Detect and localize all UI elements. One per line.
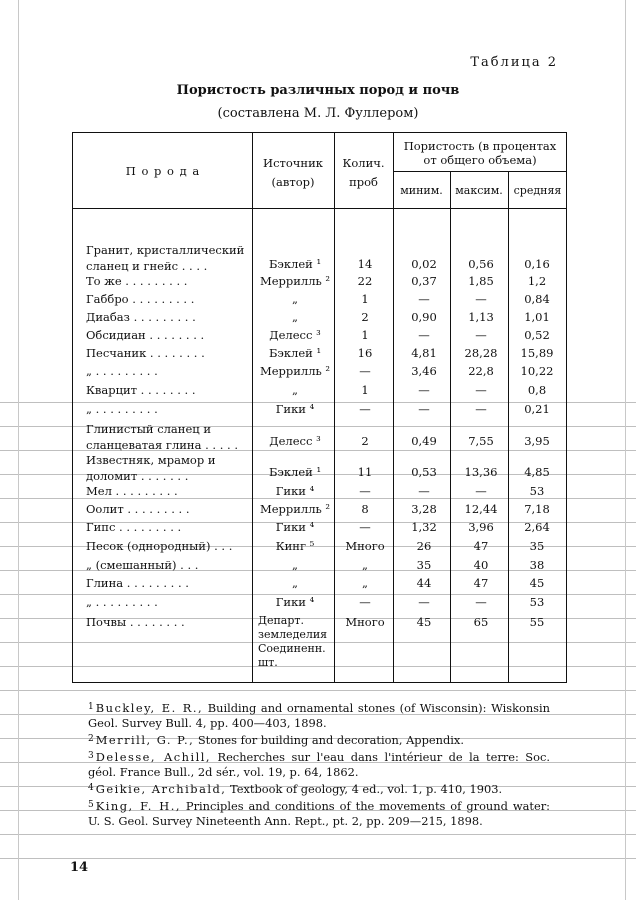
rock-name: Оолит . . . . . . . . .	[86, 502, 190, 516]
header-rock: П о р о д а	[125, 164, 201, 178]
max-cell: 1,85	[468, 274, 494, 288]
min-cell: 0,49	[411, 434, 437, 448]
min-cell: —	[418, 402, 430, 416]
avg-cell: 7,18	[524, 502, 550, 516]
source-cell: Гики ⁴	[275, 595, 315, 609]
header-source-line1: Источник	[263, 156, 323, 170]
header-source-line2: (автор)	[271, 175, 315, 189]
header-min: миним.	[400, 184, 443, 197]
min-cell: 4,81	[411, 346, 437, 360]
footnote-index: 1	[88, 702, 94, 712]
count-cell: „	[362, 576, 368, 590]
rock-name: Кварцит . . . . . . . .	[86, 383, 196, 397]
avg-cell: 1,2	[527, 274, 547, 288]
source-cell: „	[292, 383, 298, 397]
table-row	[0, 401, 636, 419]
source-cell: „	[292, 292, 298, 306]
rock-name: Глина . . . . . . . . .	[86, 576, 189, 590]
count-cell: 22	[357, 274, 373, 288]
count-cell: 1	[361, 292, 369, 306]
source-cell: Бэклей ¹	[268, 346, 322, 360]
table-row	[0, 382, 636, 400]
avg-cell: 0,84	[524, 292, 550, 306]
table-row	[0, 421, 636, 453]
count-cell: —	[359, 520, 371, 534]
max-cell: 3,96	[468, 520, 494, 534]
max-cell: —	[475, 383, 487, 397]
footnote-author: King, F. H.,	[95, 799, 181, 813]
avg-cell: 10,22	[520, 364, 554, 378]
max-cell: —	[475, 484, 487, 498]
rock-name: Песок (однородный) . . .	[86, 539, 233, 553]
footnote	[88, 781, 550, 797]
header-count-line2: проб	[349, 175, 378, 189]
header-count-line1: Колич.	[342, 156, 385, 170]
table-row	[0, 327, 636, 345]
count-cell: 14	[357, 257, 373, 271]
table-row	[0, 557, 636, 575]
rock-name: Глинистый сланец и сланцеватая глина . . . . .	[86, 422, 238, 452]
min-cell: —	[418, 328, 430, 342]
rock-name: Почвы . . . . . . . .	[86, 615, 185, 629]
source-cell: Кинг ⁵	[275, 539, 315, 553]
table-row	[0, 594, 636, 612]
table-row	[0, 501, 636, 519]
footnote-index: 2	[88, 734, 94, 744]
source-cell: „	[292, 558, 298, 572]
count-cell: 16	[357, 346, 373, 360]
count-cell: 1	[361, 328, 369, 342]
rock-name: „ . . . . . . . . .	[86, 595, 158, 609]
avg-cell: 53	[529, 484, 545, 498]
min-cell: 0,90	[411, 310, 437, 324]
count-cell: 2	[361, 434, 369, 448]
rock-name: Габбро . . . . . . . . .	[86, 292, 195, 306]
max-cell: 7,55	[468, 434, 494, 448]
avg-cell: 3,95	[524, 434, 550, 448]
footnote-author: Geikie, Archibald,	[95, 782, 227, 796]
table-title: Пористость различных пород и почв	[176, 83, 460, 98]
min-cell: —	[418, 595, 430, 609]
table-row	[0, 614, 636, 669]
footnote-index: 5	[88, 800, 94, 810]
footnote	[88, 798, 550, 829]
table-row	[0, 273, 636, 291]
footnote	[88, 732, 550, 748]
footnote-index: 3	[88, 751, 94, 761]
table-row	[0, 538, 636, 556]
header-divider	[72, 208, 567, 209]
min-cell: 0,02	[411, 257, 437, 271]
count-cell: —	[359, 484, 371, 498]
rock-name: Диабаз . . . . . . . . .	[86, 310, 196, 324]
source-cell: Гики ⁴	[275, 402, 315, 416]
source-cell: Бэклей ¹	[268, 257, 322, 271]
footnote-text: Building and ornamental stones (of Wisconsin): Wiskonsin Geol. Survey Bull. 4, pp. 400—403, 1898.	[88, 701, 550, 730]
min-cell: —	[418, 383, 430, 397]
source-cell: Меррилль ²	[259, 274, 331, 288]
footnote	[88, 700, 550, 731]
count-cell: —	[359, 402, 371, 416]
footnotes	[88, 700, 550, 830]
rock-name: Гипс . . . . . . . . .	[86, 520, 182, 534]
max-cell: 40	[473, 558, 489, 572]
max-cell: 12,44	[464, 502, 498, 516]
table-caption: Таблица 2	[470, 55, 558, 70]
footnote-text: Recherches sur l'eau dans l'intérieur de la terre: Soc. géol. France Bull., 2d sér., vol. 19, p. 64, 1862.	[88, 750, 550, 779]
min-cell: 45	[416, 615, 432, 629]
max-cell: 1,13	[468, 310, 494, 324]
source-cell: Департ. земледелия Соединенн. шт.	[258, 614, 328, 669]
min-cell: 26	[416, 539, 432, 553]
footnote-text: Principles and conditions of the movements of ground water: U. S. Geol. Survey Nineteenth Ann. Rept., pt. 2, pp. 209—215, 1898.	[88, 799, 550, 828]
count-cell: 2	[361, 310, 369, 324]
min-cell: 1,32	[411, 520, 437, 534]
avg-cell: 0,52	[524, 328, 550, 342]
avg-cell: 2,64	[524, 520, 550, 534]
source-cell: Бэклей ¹	[268, 465, 322, 479]
count-cell: „	[362, 558, 368, 572]
ruled-line	[0, 690, 636, 691]
count-cell: 1	[361, 383, 369, 397]
avg-cell: 1,01	[524, 310, 550, 324]
min-cell: 44	[416, 576, 432, 590]
max-cell: —	[475, 328, 487, 342]
table-row	[0, 242, 636, 274]
rock-name: Мел . . . . . . . . .	[86, 484, 178, 498]
table-row	[0, 452, 636, 484]
count-cell: 8	[361, 502, 369, 516]
min-cell: 35	[416, 558, 432, 572]
count-cell: —	[359, 364, 371, 378]
header-max: максим.	[455, 184, 503, 197]
min-cell: 3,28	[411, 502, 437, 516]
count-cell: Много	[345, 539, 385, 553]
source-cell: Делесс ³	[269, 328, 321, 342]
source-cell: Меррилль ²	[259, 364, 331, 378]
max-cell: —	[475, 402, 487, 416]
rock-name: То же . . . . . . . . .	[86, 274, 188, 288]
source-cell: Гики ⁴	[275, 520, 315, 534]
max-cell: —	[475, 595, 487, 609]
footnote-text: Textbook of geology, 4 ed., vol. 1, p. 410, 1903.	[226, 782, 503, 796]
min-cell: —	[418, 292, 430, 306]
table-row	[0, 575, 636, 593]
table-row	[0, 291, 636, 309]
max-cell: 47	[473, 539, 489, 553]
header-avg: средняя	[513, 184, 562, 197]
max-cell: 47	[473, 576, 489, 590]
table-row	[0, 345, 636, 363]
source-cell: Делесс ³	[269, 434, 321, 448]
footnote-index: 4	[88, 783, 94, 793]
min-cell: 0,37	[411, 274, 437, 288]
min-cell: 0,53	[411, 465, 437, 479]
avg-cell: 45	[529, 576, 545, 590]
table-subtitle: (составлена М. Л. Фуллером)	[217, 106, 419, 121]
rock-name: Обсидиан . . . . . . . .	[86, 328, 205, 342]
max-cell: 13,36	[464, 465, 498, 479]
max-cell: 28,28	[464, 346, 498, 360]
avg-cell: 0,21	[524, 402, 550, 416]
avg-cell: 15,89	[520, 346, 554, 360]
max-cell: 22,8	[468, 364, 494, 378]
rock-name: Гранит, кристаллический сланец и гнейс . . . .	[86, 243, 245, 273]
rock-name: „ (смешанный) . . .	[86, 558, 199, 572]
count-cell: Много	[345, 615, 385, 629]
footnote-author: Delesse, Achill,	[95, 750, 212, 764]
rock-name: „ . . . . . . . . .	[86, 364, 158, 378]
avg-cell: 38	[529, 558, 545, 572]
source-cell: Меррилль ²	[259, 502, 331, 516]
header-porosity-line1: Пористость (в процентах	[403, 139, 557, 153]
table-row	[0, 483, 636, 501]
avg-cell: 0,8	[527, 383, 547, 397]
max-cell: 0,56	[468, 257, 494, 271]
footnote-author: Buckley, E. R.,	[95, 701, 204, 715]
count-cell: 11	[357, 465, 373, 479]
rock-name: Известняк, мрамор и доломит . . . . . . .	[86, 453, 216, 483]
rock-name: „ . . . . . . . . .	[86, 402, 158, 416]
rock-name: Песчаник . . . . . . . .	[86, 346, 205, 360]
footnote-author: Merrill, G. P.,	[95, 733, 195, 747]
porosity-subheader-divider	[393, 171, 567, 172]
ruled-line	[0, 858, 636, 859]
avg-cell: 4,85	[524, 465, 550, 479]
table-row	[0, 519, 636, 537]
ruled-line	[0, 834, 636, 835]
footnote-text: Stones for building and decoration, Appendix.	[194, 733, 464, 747]
page-number: 14	[70, 860, 89, 875]
source-cell: „	[292, 310, 298, 324]
avg-cell: 55	[529, 615, 545, 629]
min-cell: 3,46	[411, 364, 437, 378]
table-row	[0, 309, 636, 327]
source-cell: „	[292, 576, 298, 590]
avg-cell: 0,16	[524, 257, 550, 271]
source-cell: Гики ⁴	[275, 484, 315, 498]
max-cell: —	[475, 292, 487, 306]
min-cell: —	[418, 484, 430, 498]
avg-cell: 35	[529, 539, 545, 553]
footnote	[88, 749, 550, 780]
header-porosity-line2: от общего объема)	[423, 153, 537, 167]
max-cell: 65	[473, 615, 489, 629]
table-row	[0, 363, 636, 381]
count-cell: —	[359, 595, 371, 609]
avg-cell: 53	[529, 595, 545, 609]
